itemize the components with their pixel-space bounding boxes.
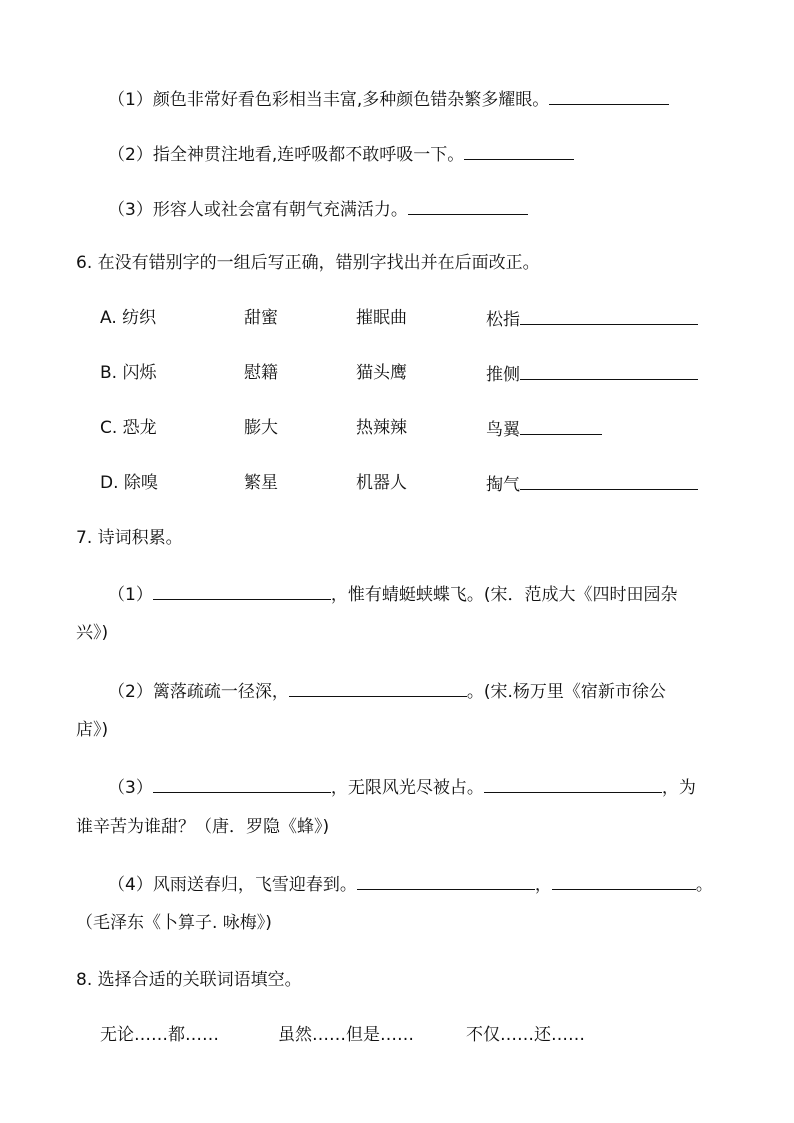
- q8-option: 虽然……但是……: [278, 1025, 414, 1045]
- q7-text: 。: [695, 875, 713, 895]
- q7-text: ，为: [661, 778, 696, 798]
- q7-text: ，惟有蜻蜓蛱蝶飞。(宋．范成大《四时田园杂: [330, 585, 678, 605]
- q6-option-label: D. 除嗅: [100, 473, 158, 493]
- q5-item-1-text: （1）颜色非常好看色彩相当丰富,多种颜色错杂繁多耀眼。: [108, 90, 550, 110]
- q7-item-2: [108, 678, 666, 704]
- q6-word: 膨大: [244, 418, 278, 438]
- q6-title: 6. 在没有错别字的一组后写正确，错别字找出并在后面改正。: [76, 253, 540, 273]
- q6-word: 摧眠曲: [356, 308, 407, 328]
- q6-word: 甜蜜: [244, 308, 278, 328]
- answer-blank[interactable]: [289, 678, 467, 697]
- answer-blank[interactable]: [153, 581, 331, 600]
- q7-title: 7. 诗词积累。: [76, 528, 183, 548]
- q6-option-label: A. 纺织: [100, 308, 157, 328]
- q7-text: （1）: [108, 585, 153, 605]
- q8-title: 8. 选择合适的关联词语填空。: [76, 970, 302, 990]
- q8-option: 无论……都……: [100, 1025, 219, 1045]
- q6-word-with-blank: [486, 416, 602, 442]
- q6-word-with-blank: [486, 361, 698, 387]
- q7-item-2-cont: 店》): [76, 720, 109, 740]
- answer-blank[interactable]: [520, 361, 698, 380]
- answer-blank[interactable]: [357, 871, 535, 890]
- answer-blank[interactable]: [520, 416, 602, 435]
- q5-item-3: [108, 196, 528, 222]
- q7-item-4: [108, 871, 713, 897]
- answer-blank[interactable]: [408, 196, 528, 215]
- q7-text: （4）风雨送春归，飞雪迎春到。: [108, 875, 357, 895]
- q8-option: 不仅……还……: [466, 1025, 585, 1045]
- q7-text: （3）: [108, 778, 153, 798]
- q7-text: 。(宋.杨万里《宿新市徐公: [466, 682, 666, 702]
- q6-word: 繁星: [244, 473, 278, 493]
- q7-text: ，无限风光尽被占。: [330, 778, 484, 798]
- q7-item-3-cont: 谁辛苦为谁甜？（唐．罗隐《蜂》): [76, 817, 330, 837]
- answer-blank[interactable]: [464, 141, 574, 160]
- q6-word: 掏气: [486, 475, 520, 495]
- q7-text: （2）篱落疏疏一径深，: [108, 682, 289, 702]
- q6-word: 推侧: [486, 365, 520, 385]
- answer-blank[interactable]: [520, 471, 698, 490]
- answer-blank[interactable]: [549, 86, 669, 105]
- q6-word: 松指: [486, 310, 520, 330]
- q5-item-2-text: （2）指全神贯注地看,连呼吸都不敢呼吸一下。: [108, 145, 465, 165]
- answer-blank[interactable]: [552, 871, 696, 890]
- q6-option-label: C. 恐龙: [100, 418, 157, 438]
- answer-blank[interactable]: [520, 306, 698, 325]
- q6-word: 鸟翼: [486, 420, 520, 440]
- q5-item-3-text: （3）形容人或社会富有朝气充满活力。: [108, 200, 408, 220]
- q5-item-2: [108, 141, 574, 167]
- q5-item-1: [108, 86, 669, 112]
- q6-word-with-blank: [486, 306, 698, 332]
- q7-item-1-cont: 兴》): [76, 623, 109, 643]
- q7-item-4-cont: （毛泽东《卜算子. 咏梅》): [76, 913, 272, 933]
- answer-blank[interactable]: [484, 774, 662, 793]
- q6-option-label: B. 闪烁: [100, 363, 157, 383]
- q6-word: 慰籍: [244, 363, 278, 383]
- q7-item-3: [108, 774, 696, 800]
- q6-word: 机器人: [356, 473, 407, 493]
- q7-item-1: [108, 581, 677, 607]
- q6-word-with-blank: [486, 471, 698, 497]
- q7-text: ，: [534, 875, 552, 895]
- answer-blank[interactable]: [153, 774, 331, 793]
- q6-word: 猫头鹰: [356, 363, 407, 383]
- q6-word: 热辣辣: [356, 418, 407, 438]
